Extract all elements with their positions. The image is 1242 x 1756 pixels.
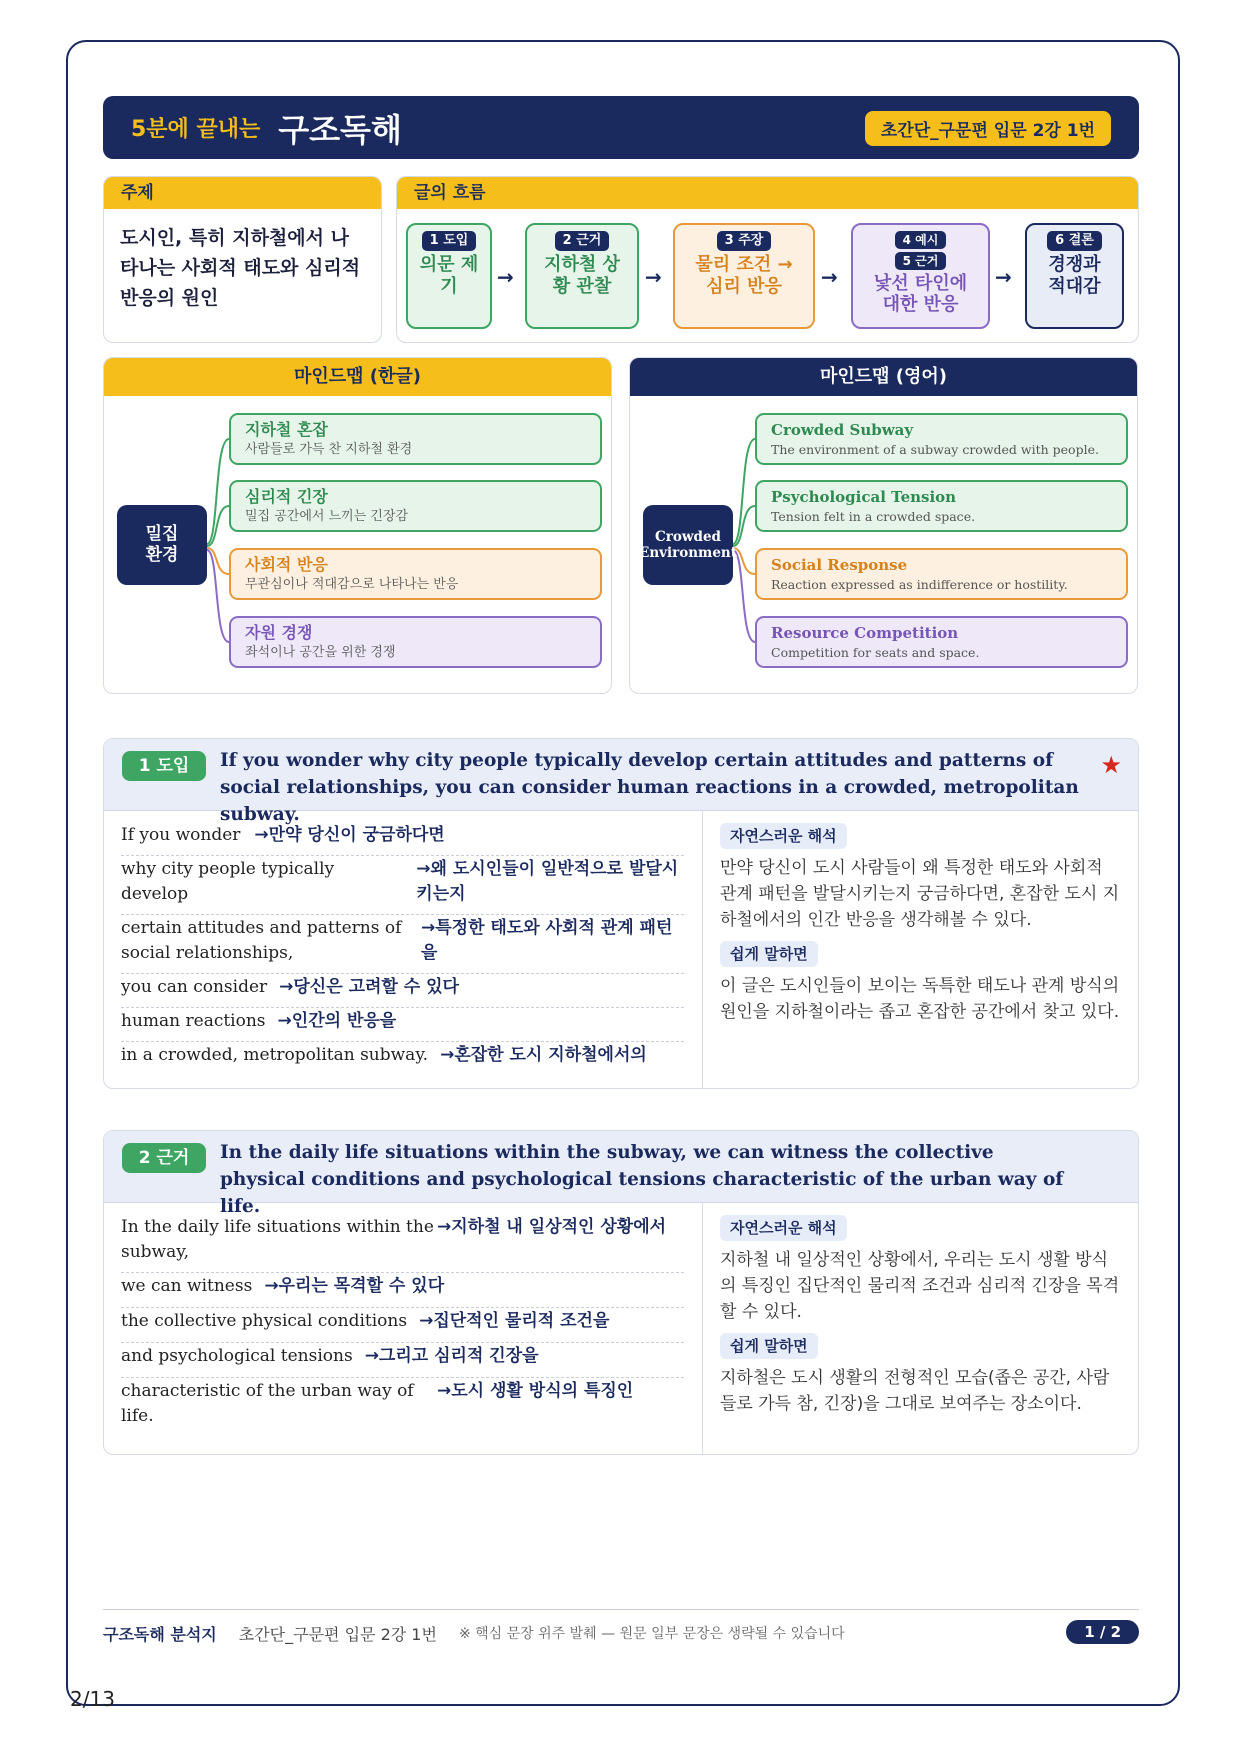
section-badge: 1 도입 <box>122 751 206 781</box>
natural-translation: 만약 당신이 도시 사람들이 왜 특정한 태도와 사회적 관계 패턴을 발달시키는지 궁금하다면, 혼잡한 도시 지하철에서의 인간 반응을 생각해볼 수 있다. <box>720 858 1120 930</box>
easy-explanation: 이 글은 도시인들이 보이는 독특한 태도나 관계 방식의 원인을 지하철이라는 좁고 혼잡한 공간에서 찾고 있다. <box>720 976 1120 1022</box>
mindmap-node-sub: 사람들로 가득 찬 지하철 환경 <box>245 442 413 457</box>
easy-label: 쉽게 말하면 <box>720 941 818 967</box>
chunk-row: in a crowded, metropolitan subway. →혼잡한 도시 지하철에서의 <box>121 1045 647 1065</box>
chunk-row: and psychological tensions →그리고 심리적 긴장을 <box>121 1344 684 1378</box>
chunk-row: characteristic of the urban way of life. →도시 생활 방식의 특징인 <box>121 1381 634 1426</box>
mindmap-english <box>629 357 1138 694</box>
lesson-badge: 초간단_구문편 입문 2강 1번 <box>865 111 1111 146</box>
section-sentence: If you wonder why city people typically develop certain attitudes and patterns of social relationships, you can consider human reactions in a crowded, metropolitan subway. <box>220 750 1079 825</box>
flow-step-2 <box>525 223 639 329</box>
mindmap-center-node: 밀집 환경 <box>117 505 207 585</box>
mindmap-node <box>755 616 1128 668</box>
sentence-section-1 <box>103 738 1139 1089</box>
mindmap-center-node: Crowded Environment <box>643 505 733 585</box>
natural-label: 자연스러운 해석 <box>720 823 847 849</box>
page-count: 2/13 <box>70 1687 115 1711</box>
chunk-row: the collective physical conditions →집단적인 물리적 조건을 <box>121 1309 684 1343</box>
mindmap-node-title: Psychological Tension <box>771 488 957 506</box>
flow-step-tag: 1 도입 <box>422 231 477 251</box>
chunk-row: certain attitudes and patterns of social relationships, →특정한 태도와 사회적 관계 패턴을 <box>121 916 684 974</box>
column-divider <box>702 1203 703 1455</box>
mindmap-node <box>229 616 602 668</box>
flow-arrow-icon: → <box>645 265 662 289</box>
chunk-row: human reactions →인간의 반응을 <box>121 1009 684 1042</box>
connector-line <box>207 439 229 544</box>
mindmap-node-sub: 좌석이나 공간을 위한 경쟁 <box>245 645 396 660</box>
section-badge: 2 근거 <box>122 1143 206 1173</box>
flow-step-tag: 4 예시 <box>895 231 947 249</box>
flow-step-label: 의문 제기 <box>419 254 479 297</box>
topic-label: 주제 <box>104 177 381 209</box>
topic-text: 도시인, 특히 지하철에서 나타나는 사회적 태도와 심리적 반응의 원인 <box>120 227 361 309</box>
flow-step-4 <box>851 223 990 329</box>
mindmap-english-title: 마인드맵 (영어) <box>630 358 1137 396</box>
page-indicator: 1 / 2 <box>1066 1620 1139 1644</box>
chunk-row: you can consider →당신은 고려할 수 있다 <box>121 975 684 1008</box>
flow-step-tag: 3 주장 <box>717 231 772 251</box>
mindmap-korean <box>103 357 612 694</box>
mindmap-node-sub: 무관심이나 적대감으로 나타나는 반응 <box>245 577 459 592</box>
mindmap-node <box>229 548 602 600</box>
mindmap-node <box>229 480 602 532</box>
flow-arrow-icon: → <box>995 265 1012 289</box>
flow-panel <box>396 176 1139 343</box>
footer <box>103 1618 1139 1648</box>
flow-steps <box>397 223 1138 335</box>
star-icon: ★ <box>1100 751 1122 779</box>
easy-explanation: 지하철은 도시 생활의 전형적인 모습(좁은 공간, 사람들로 가득 참, 긴장)을 그대로 보여주는 장소이다. <box>720 1368 1110 1414</box>
mindmap-node <box>755 548 1128 600</box>
mindmap-node <box>755 413 1128 465</box>
mindmap-node <box>755 480 1128 532</box>
mindmap-node-sub: The environment of a subway crowded with people. <box>771 442 1099 457</box>
flow-step-1 <box>406 223 492 329</box>
section-sentence: In the daily life situations within the subway, we can witness the collective physical conditions and psychological tensions characteristic of the urban way of life. <box>220 1142 1064 1217</box>
flow-arrow-icon: → <box>821 265 838 289</box>
flow-step-label: 경쟁과 적대감 <box>1048 254 1101 297</box>
natural-translation: 지하철 내 일상적인 상황에서, 우리는 도시 생활 방식의 특징인 집단적인 물리적 조건과 심리적 긴장을 목격할 수 있다. <box>720 1250 1120 1322</box>
flow-arrow-icon: → <box>497 265 514 289</box>
flow-step-label: 낯선 타인에 대한 반응 <box>873 273 968 315</box>
flow-step-tag-secondary: 5 근거 <box>895 252 947 270</box>
footer-title: 구조독해 분석지 <box>103 1624 217 1644</box>
footer-note: ※ 핵심 문장 위주 발췌 — 원문 일부 문장은 생략될 수 있습니다 <box>458 1626 845 1642</box>
mindmap-node-title: Resource Competition <box>771 624 959 642</box>
footer-divider <box>103 1609 1139 1610</box>
mindmap-node-title: 사회적 반응 <box>245 555 328 574</box>
interpretation-column <box>720 1203 1120 1417</box>
mindmap-node-title: 지하철 혼잡 <box>245 420 328 439</box>
column-divider <box>702 811 703 1089</box>
chunk-row: If you wonder →만약 당신이 궁금하다면 <box>121 823 684 856</box>
brand-title: 구조독해 <box>278 110 402 149</box>
mindmap-node-sub: 밀집 공간에서 느끼는 긴장감 <box>245 509 409 524</box>
mindmap-node-title: Social Response <box>771 556 908 574</box>
interpretation-column <box>720 811 1120 1025</box>
brand-subtitle: 5분에 끝내는 <box>131 117 261 142</box>
flow-step-label: 지하철 상황 관찰 <box>544 254 620 297</box>
mindmap-node <box>229 413 602 465</box>
chunk-row: In the daily life situations within the subway, →지하철 내 일상적인 상황에서 <box>121 1215 684 1273</box>
footer-lesson: 초간단_구문편 입문 2강 1번 <box>238 1624 437 1644</box>
mindmap-node-title: 자원 경쟁 <box>245 623 313 642</box>
sentence-section-2 <box>103 1130 1139 1455</box>
chunk-row: why city people typically develop →왜 도시인들이 일반적으로 발달시키는지 <box>121 857 684 915</box>
flow-step-tag: 6 결론 <box>1047 231 1102 251</box>
mindmap-node-title: 심리적 긴장 <box>245 487 328 506</box>
natural-label: 자연스러운 해석 <box>720 1215 847 1241</box>
section-header <box>104 1131 1138 1217</box>
mindmap-node-sub: Tension felt in a crowded space. <box>771 509 976 524</box>
mindmap-node-title: Crowded Subway <box>771 421 914 439</box>
mindmap-node-sub: Competition for seats and space. <box>771 645 980 660</box>
flow-step-tag: 2 근거 <box>555 231 610 251</box>
mindmap-korean-title: 마인드맵 (한글) <box>104 358 611 396</box>
flow-step-3 <box>673 223 815 329</box>
section-header <box>104 739 1138 825</box>
header-banner <box>103 96 1139 159</box>
mindmap-node-sub: Reaction expressed as indifference or hostility. <box>771 577 1068 592</box>
topic-panel <box>103 176 382 343</box>
flow-label: 글의 흐름 <box>397 177 1138 209</box>
easy-label: 쉽게 말하면 <box>720 1333 818 1359</box>
chunk-row: we can witness →우리는 목격할 수 있다 <box>121 1274 684 1308</box>
flow-step-label: 물리 조건 → 심리 반응 <box>695 254 793 297</box>
flow-step-5 <box>1025 223 1124 329</box>
